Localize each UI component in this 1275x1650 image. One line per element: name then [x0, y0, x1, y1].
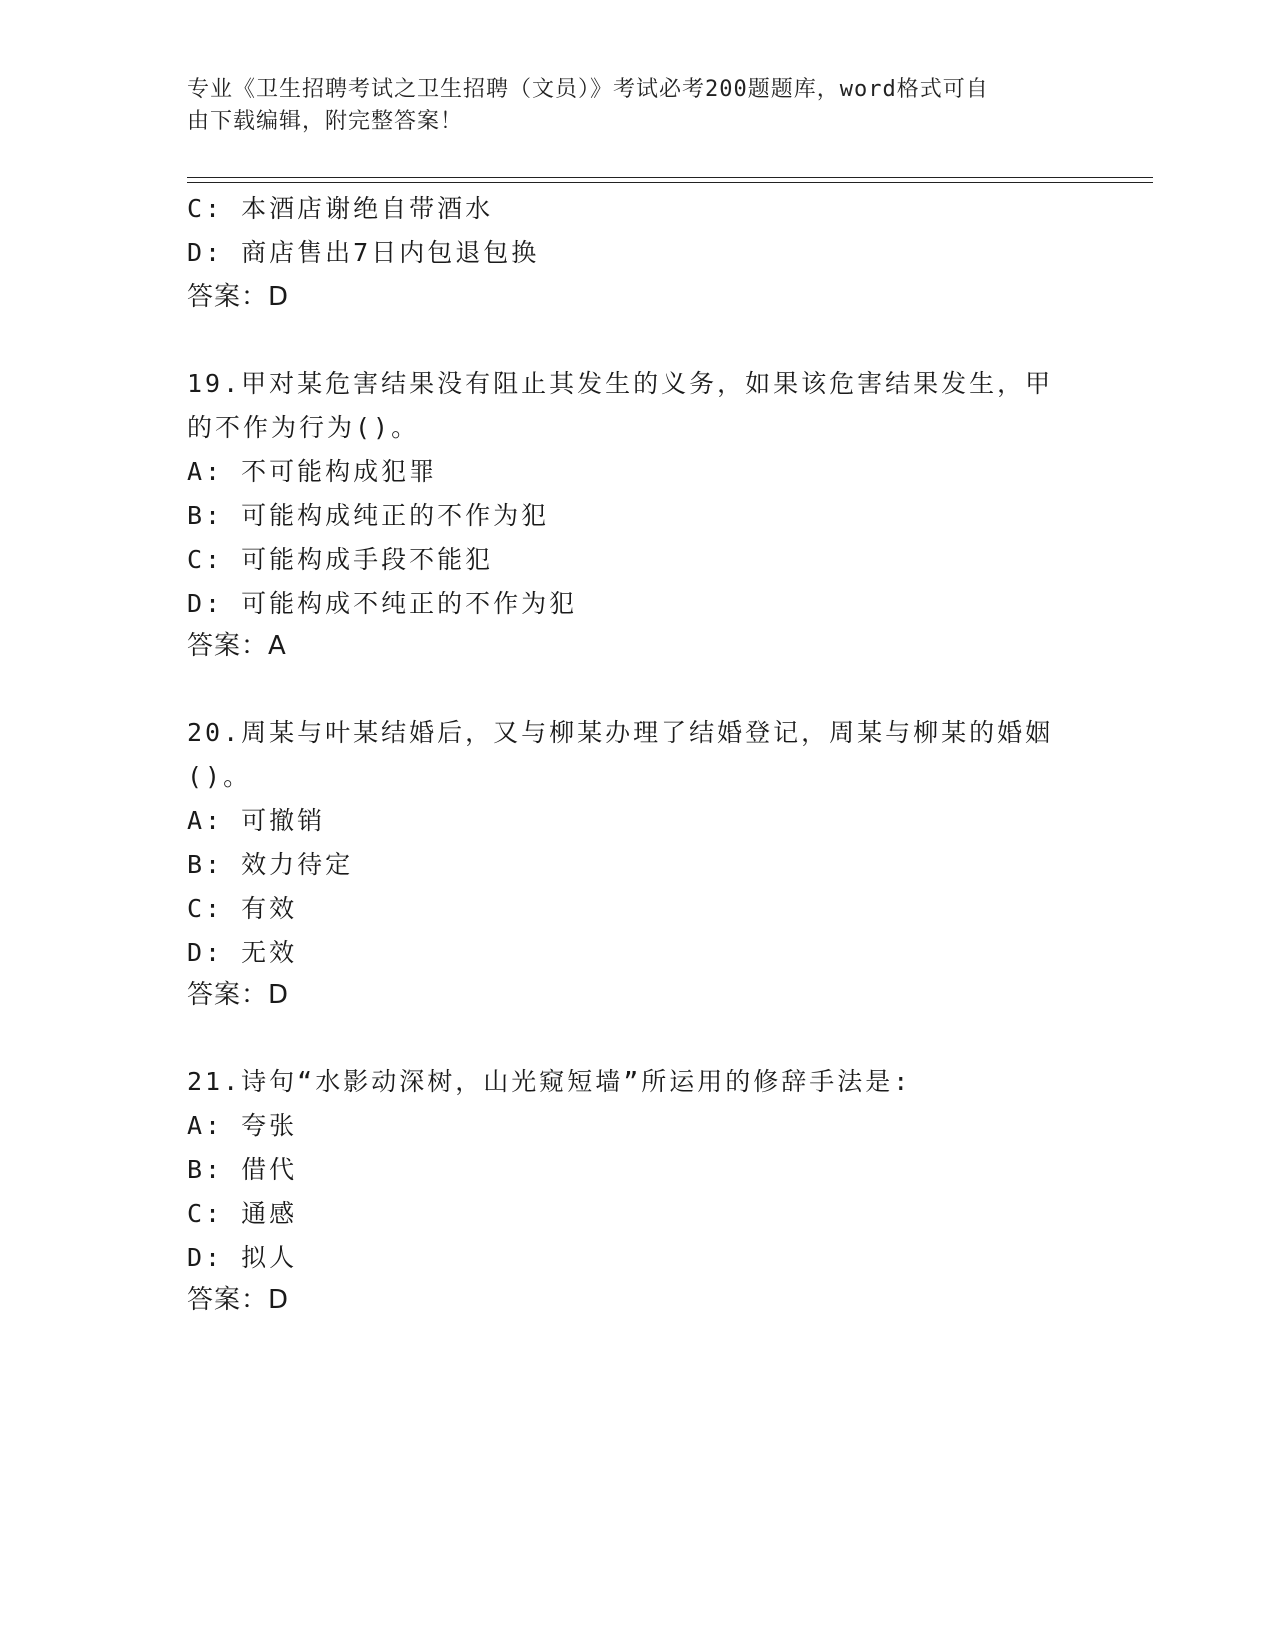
option-c: C: 本酒店谢绝自带酒水 [187, 194, 494, 223]
answer: 答案：D [187, 1285, 290, 1315]
option-d: D: 拟人 [187, 1243, 298, 1272]
option-d: D: 无效 [187, 938, 298, 967]
option-c: C: 通感 [187, 1199, 298, 1228]
header-title: 专业《卫生招聘考试之卫生招聘（文员）》考试必考200题题库，word格式可自 由下载编辑，附完整答案！ [187, 77, 989, 134]
option-b: B: 借代 [187, 1155, 298, 1184]
answer: 答案：A [187, 631, 287, 661]
question-stem-cont: ()。 [187, 762, 252, 791]
header-divider-bottom [187, 182, 1153, 183]
option-b: B: 可能构成纯正的不作为犯 [187, 501, 550, 530]
option-c: C: 有效 [187, 894, 298, 923]
option-c: C: 可能构成手段不能犯 [187, 545, 494, 574]
question-stem-cont: 的不作为行为()。 [187, 413, 420, 442]
header-divider-top [187, 177, 1153, 178]
answer: 答案：D [187, 980, 290, 1010]
answer: 答案：D [187, 282, 290, 312]
option-b: B: 效力待定 [187, 850, 354, 879]
option-a: A: 夸张 [187, 1111, 298, 1140]
option-d: D: 可能构成不纯正的不作为犯 [187, 589, 578, 618]
option-d: D: 商店售出7日内包退包换 [187, 238, 540, 267]
option-a: A: 不可能构成犯罪 [187, 457, 438, 486]
option-a: A: 可撤销 [187, 806, 326, 835]
question-stem: 19.甲对某危害结果没有阻止其发生的义务，如果该危害结果发生，甲 [187, 369, 1054, 398]
question-stem: 21.诗句“水影动深树，山光窥短墙”所运用的修辞手法是: [187, 1067, 912, 1096]
question-stem: 20.周某与叶某结婚后，又与柳某办理了结婚登记，周某与柳某的婚姻 [187, 718, 1054, 747]
